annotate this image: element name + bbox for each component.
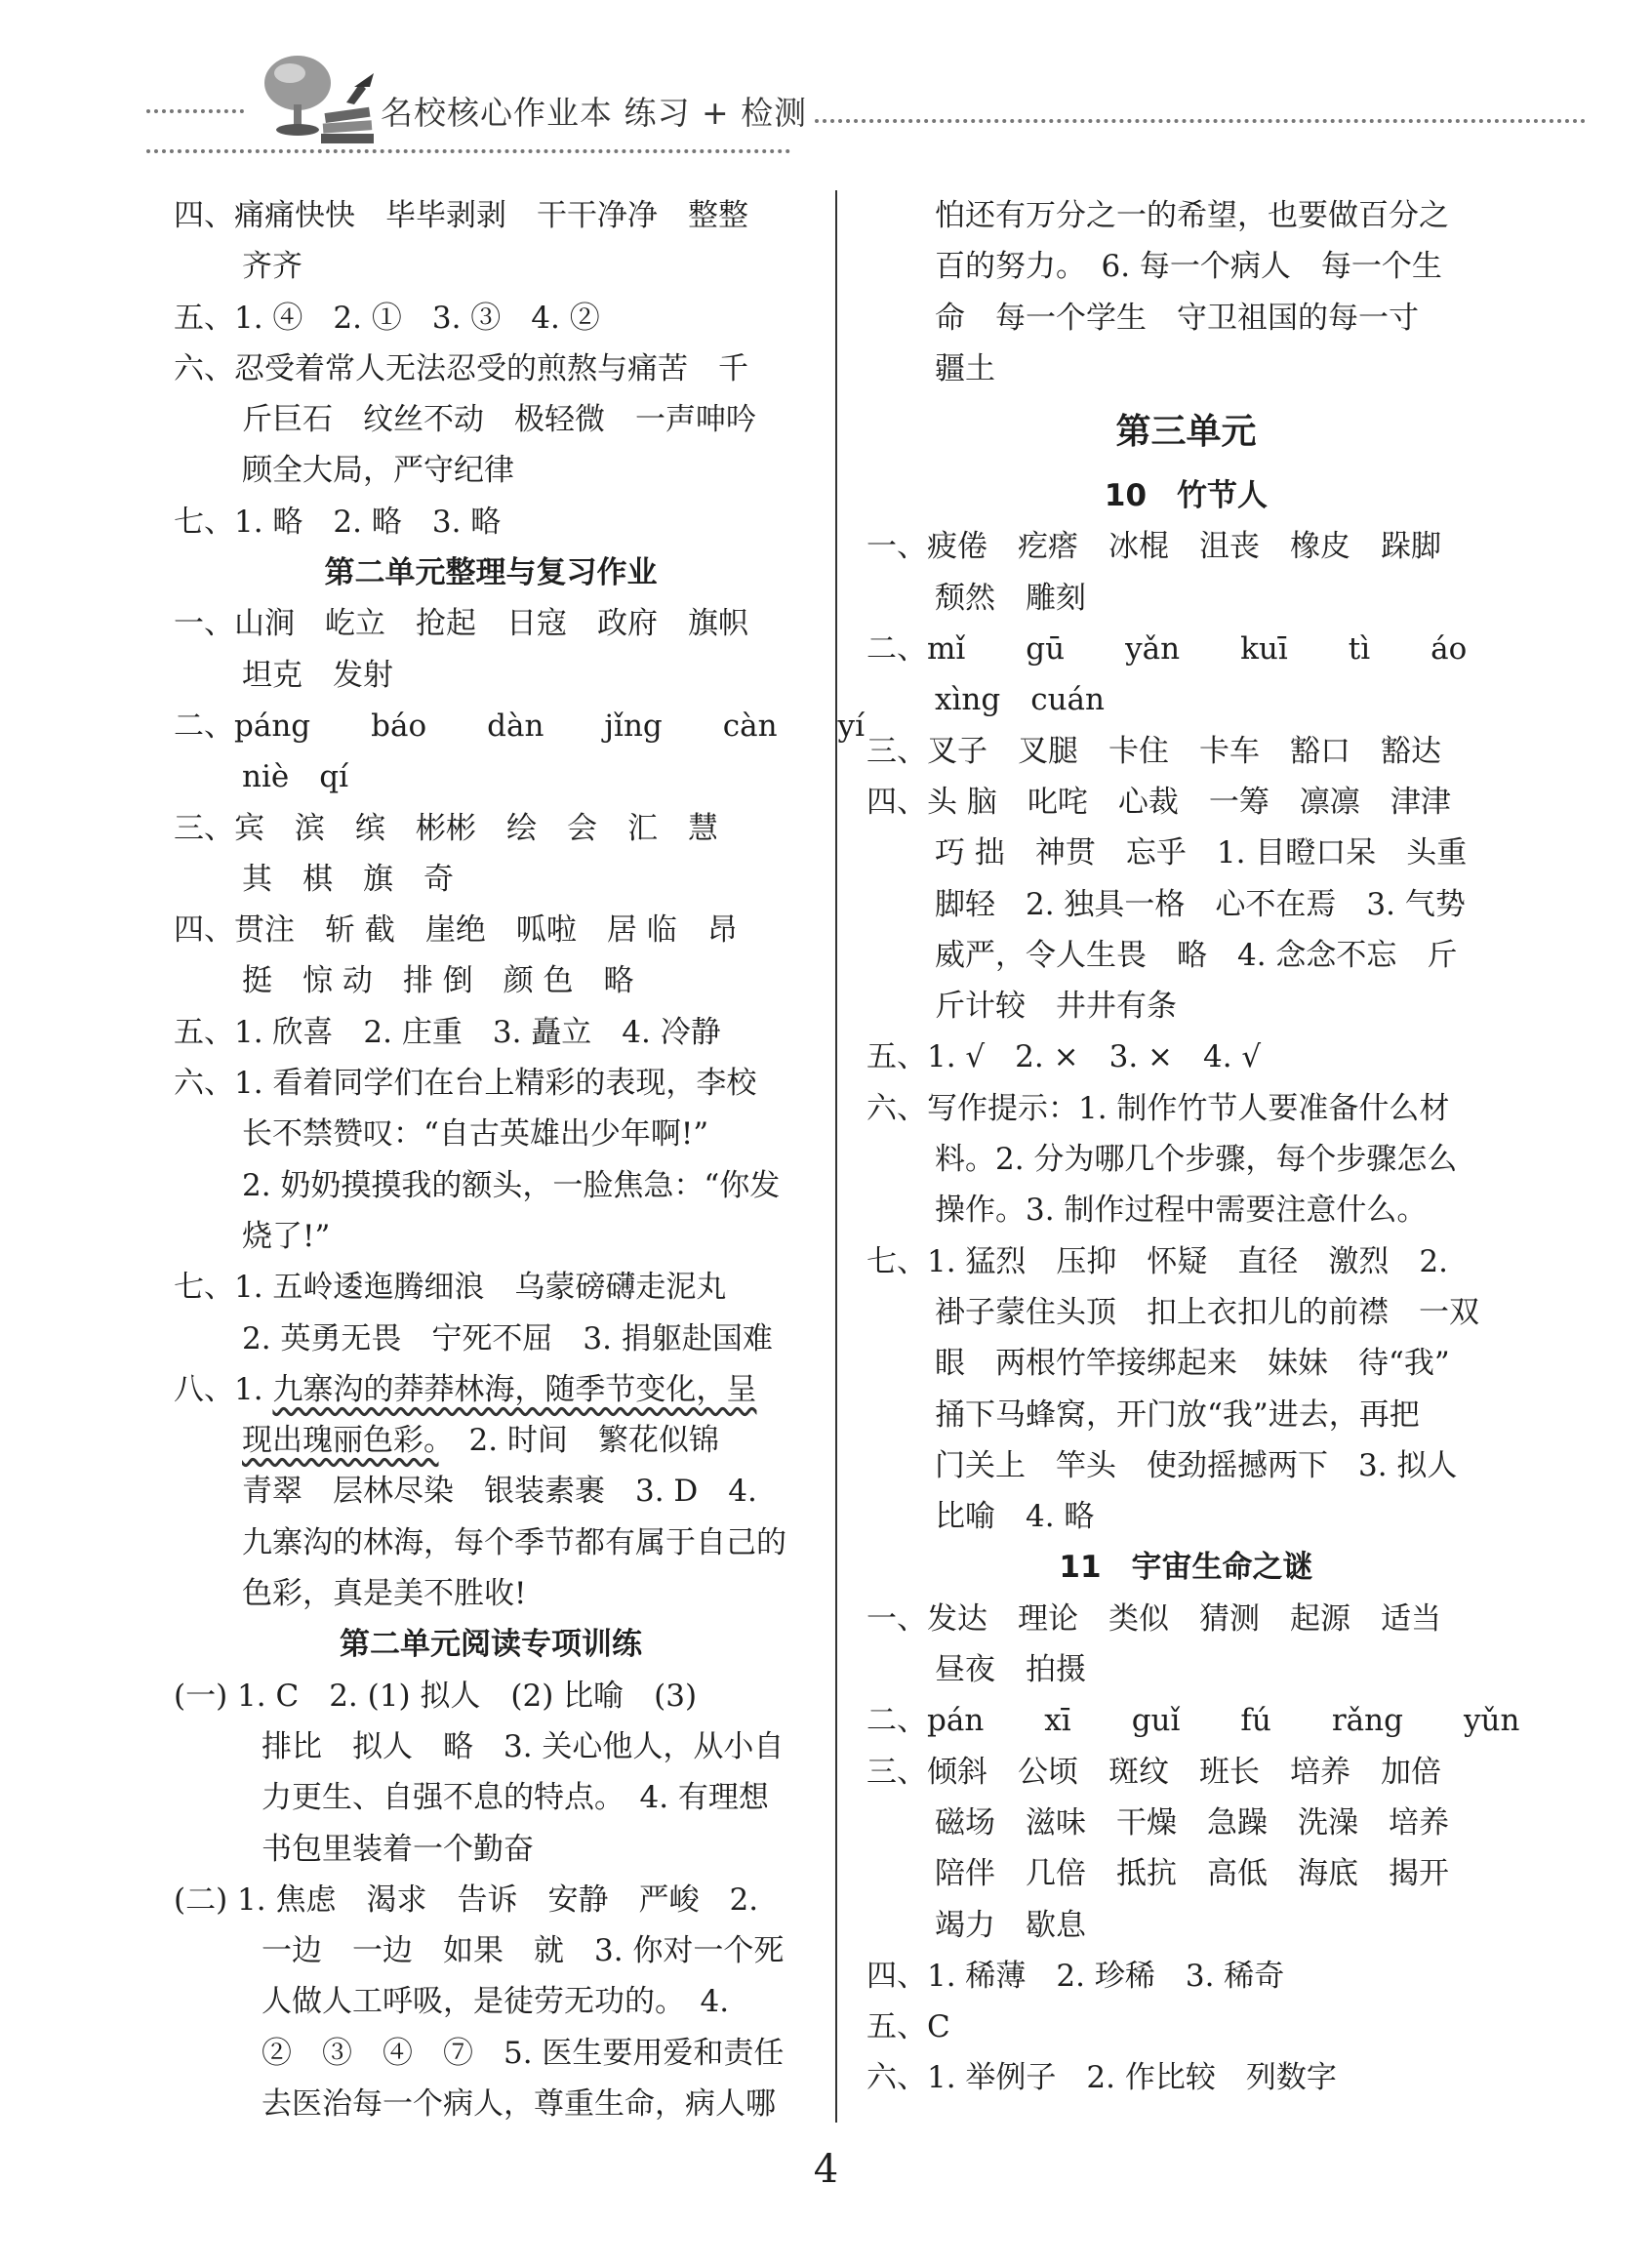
answer-line: 色彩，真是美不胜收! [242,1576,527,1612]
answer-line [174,1364,808,1415]
answer-line: 青翠 层林尽染 银装素裹 3. D 4. [242,1474,757,1510]
answer-line: 人做人工呼吸，是徒劳无功的。 4. [262,1984,730,2020]
answer-line: 竭力 歇息 [935,1907,1086,1943]
item-suffix: 2. 时间 繁花似锦 [438,1423,719,1459]
answer-line: 操作。3. 制作过程中需要注意什么。 [935,1193,1428,1229]
answer-line: 五、1. 欣喜 2. 庄重 3. 矗立 4. 冷静 [174,1014,721,1050]
answer-line: 书包里装着一个勤奋 [262,1831,534,1867]
section-heading: 11 宇宙生命之谜 [1059,1550,1313,1586]
section-heading: 第二单元阅读专项训练 [340,1627,642,1663]
answer-line: 褂子蒙住头顶 扣上衣扣儿的前襟 一双 [935,1294,1479,1330]
answer-line [174,1415,808,1466]
answer-line: 九寨沟的林海，每个季节都有属于自己的 [242,1524,786,1560]
answer-line: 六、1. 看着同学们在台上精彩的表现，李校 [174,1066,757,1102]
answer-line: 三、宾 滨 缤 彬彬 绘 会 汇 慧 [174,810,718,846]
answer-line: 去医治每一个病人，尊重生命，病人哪 [262,2085,776,2122]
answer-line: niè qí [242,759,348,795]
answer-line: (一) 1. C 2. (1) 拟人 (2) 比喻 (3) [174,1678,698,1714]
page-header [146,39,1591,166]
answer-line: 四、头 脑 叱咤 心裁 一筹 凛凛 津津 [866,784,1451,820]
answer-line: ② ③ ④ ⑦ 5. 医生要用爱和责任 [262,2035,785,2071]
answer-line: xìng cuán [935,682,1105,718]
answer-line: 挺 惊 动 排 倒 颜 色 略 [242,963,634,999]
dotted-rule [146,109,244,113]
left-column [174,190,865,2129]
answer-line: 五、1. ④ 2. ① 3. ③ 4. ② [174,300,600,336]
answer-line: 四、贯注 斩 截 崖绝 呱啦 居 临 昂 [174,912,738,949]
answer-line: 四、痛痛快快 毕毕剥剥 干干净净 整整 [174,198,748,233]
answer-line: 二、mǐ gū yǎn kuī tì áo [866,631,1468,668]
answer-line: 五、C [866,2009,950,2045]
answer-line: 巧 拙 神贯 忘乎 1. 目瞪口呆 头重 [935,835,1468,871]
wavy-underlined-text: 九寨沟的莽莽林海，随季节变化，呈 [272,1371,757,1407]
answer-line: 百的努力。 6. 每一个病人 每一个生 [935,249,1442,285]
answer-line: 力更生、自强不息的特点。 4. 有理想 [262,1780,769,1816]
section-heading: 第三单元 [1115,412,1257,453]
answer-line: 一、发达 理论 类似 猜测 起源 适当 [866,1600,1441,1637]
answer-line: 四、1. 稀薄 2. 珍稀 3. 稀奇 [866,1958,1285,1994]
book-title: 名校核心作业本 练习 + 检测 [381,94,808,132]
answer-line: 比喻 4. 略 [935,1499,1095,1535]
answer-line: 眼 两根竹竿接绑起来 妹妹 待“我” [935,1346,1450,1382]
column-divider [835,190,837,2123]
section-heading: 10 竹节人 [1104,478,1269,514]
answer-line: 一边 一边 如果 就 3. 你对一个死 [262,1933,785,1969]
answer-line: 昼夜 拍摄 [935,1652,1086,1688]
answer-line: 七、1. 猛烈 压抑 怀疑 直径 激烈 2. [866,1243,1449,1279]
answer-line: 磁场 滋味 干燥 急躁 洗澡 培养 [935,1804,1449,1841]
answer-line: 六、忍受着常人无法忍受的煎熬与痛苦 千 [174,350,748,386]
lamp-books-logo [239,44,385,151]
answer-line: 齐齐 [242,249,302,285]
answer-line: 七、1. 略 2. 略 3. 略 [174,504,502,540]
page-number: 4 [813,2147,839,2192]
answer-line: 烧了!” [242,1218,331,1254]
answer-line: 斤巨石 纹丝不动 极轻微 一声呻吟 [242,402,756,438]
answer-line: 脚轻 2. 独具一格 心不在焉 3. 气势 [935,886,1466,922]
answer-line: 长不禁赞叹：“自古英雄出少年啊!” [242,1116,709,1153]
answer-line: 陪伴 几倍 抵抗 高低 海底 揭开 [935,1856,1449,1892]
answer-line: 坦克 发射 [242,657,393,693]
answer-line: 二、páng báo dàn jǐng càn yí [174,708,865,744]
answer-line: 命 每一个学生 守卫祖国的每一寸 [935,300,1419,336]
answer-line: 捅下马蜂窝，开门放“我”进去，再把 [935,1396,1420,1433]
answer-line: 怕还有万分之一的希望，也要做百分之 [935,198,1449,233]
right-column [866,190,1520,2104]
answer-line: 一、疲倦 疙瘩 冰棍 沮丧 橡皮 跺脚 [866,529,1441,565]
answer-line: 颓然 雕刻 [935,580,1086,616]
answer-line: 三、叉子 叉腿 卡住 卡车 豁口 豁达 [866,733,1441,769]
answer-line: 顾全大局，严守纪律 [242,453,514,489]
section-heading: 第二单元整理与复习作业 [324,555,658,591]
answer-line: 2. 英勇无畏 宁死不屈 3. 捐躯赴国难 [242,1320,773,1356]
item-prefix: 八、1. [174,1371,273,1407]
answer-line: 威严，令人生畏 略 4. 念念不忘 斤 [935,937,1458,973]
answer-line: 斤计较 井井有条 [935,989,1177,1025]
answer-line: 六、写作提示：1. 制作竹节人要准备什么材 [866,1090,1450,1126]
answer-line: 其 棋 旗 奇 [242,861,454,897]
answer-line: (二) 1. 焦虑 渴求 告诉 安静 严峻 2. [174,1882,759,1918]
answer-line: 料。2. 分为哪几个步骤，每个步骤怎么 [935,1142,1458,1178]
answer-line: 二、pán xī guǐ fú rǎng yǔn [866,1703,1520,1739]
answer-line: 一、山涧 屹立 抢起 日寇 政府 旗帜 [174,606,748,642]
answer-line: 2. 奶奶摸摸我的额头，一脸焦急：“你发 [242,1167,781,1203]
answer-line: 六、1. 举例子 2. 作比较 列数字 [866,2060,1337,2096]
dotted-rule [146,149,790,153]
wavy-underlined-text: 现出瑰丽色彩。 [242,1423,439,1459]
answer-line: 排比 拟人 略 3. 关心他人，从小自 [262,1728,785,1764]
answer-line: 七、1. 五岭逶迤腾细浪 乌蒙磅礴走泥丸 [174,1270,727,1306]
dotted-rule [815,119,1586,123]
answer-line: 门关上 竿头 使劲摇撼两下 3. 拟人 [935,1447,1458,1483]
answer-line: 疆土 [935,350,995,386]
answer-line: 五、1. √ 2. × 3. × 4. √ [866,1039,1262,1075]
answer-line: 三、倾斜 公顷 斑纹 班长 培养 加倍 [866,1754,1441,1790]
